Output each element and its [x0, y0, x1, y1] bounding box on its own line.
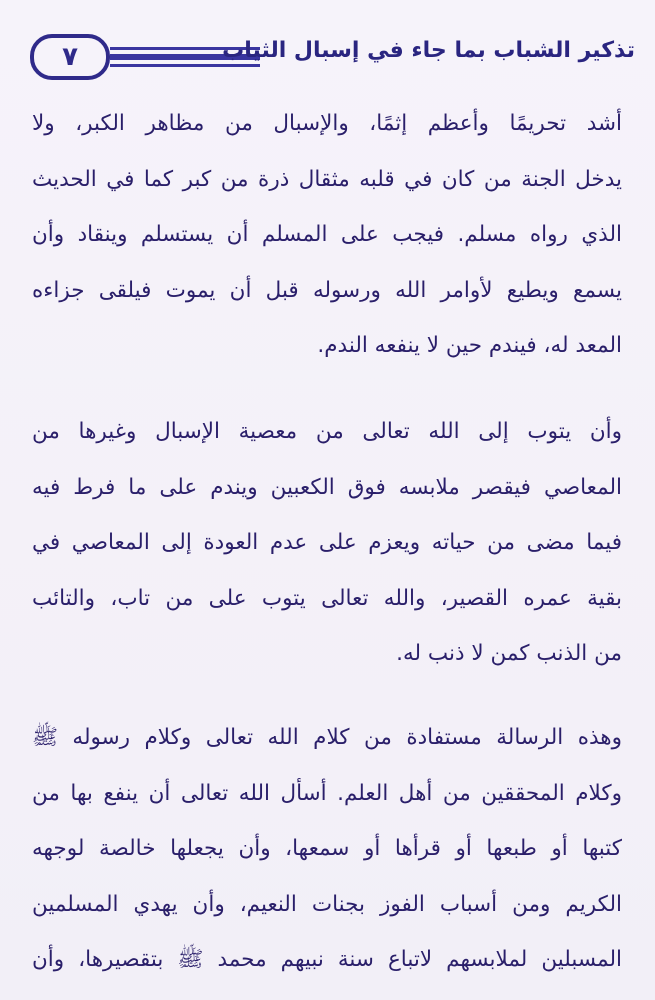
text-line: وكلام المحققين من أهل العلم. أسأل الله تعالى أن ينفع بها من	[32, 780, 622, 806]
text-line: كتبها أو طبعها أو قرأها أو سمعها، وأن يجعلها خالصة لوجهه	[32, 836, 622, 861]
text-line: المعد له، فيندم حين لا ينفعه الندم.	[317, 333, 622, 358]
text-line: من الذنب كمن لا ذنب له.	[396, 641, 622, 666]
running-title: تذكير الشباب بما جاء في إسبال الثياب	[222, 38, 635, 63]
text-line: المسبلين لملابسهم لاتباع سنة نبيهم محمد ﷺ بتقصيرها، وأن	[32, 947, 622, 972]
text-line: وأن يتوب إلى الله تعالى من معصية الإسبال وغيرها من	[32, 419, 622, 444]
page-header	[30, 30, 635, 90]
page-number-frame	[30, 34, 110, 80]
text-line: أشد تحريمًا وأعظم إثمًا، والإسبال من مظاهر الكبر، ولا	[32, 111, 622, 136]
text-line: الذي رواه مسلم. فيجب على المسلم أن يستسلم وينقاد وأن	[32, 222, 622, 247]
text-line: وهذه الرسالة مستفادة من كلام الله تعالى وكلام رسوله ﷺ	[32, 725, 622, 750]
text-line: فيما مضى من حياته ويعزم على عدم العودة إلى المعاصي في	[32, 530, 622, 555]
text-line: يدخل الجنة من كان في قلبه مثقال ذرة من كبر كما في الحديث	[32, 166, 622, 192]
page-number: ٧	[62, 42, 78, 72]
paragraph	[32, 96, 622, 374]
paragraph	[32, 404, 622, 682]
text-line: يسمع ويطيع لأوامر الله ورسوله قبل أن يموت فيلقى جزاءه	[32, 277, 622, 303]
paragraph	[32, 710, 622, 988]
text-line: الكريم ومن أسباب الفوز بجنات النعيم، وأن يهدي المسلمين	[32, 891, 622, 917]
header-rule	[110, 64, 260, 67]
text-line: المعاصي فيقصر ملابسه فوق الكعبين ويندم على ما فرط فيه	[32, 474, 622, 500]
text-line: بقية عمره القصير، والله تعالى يتوب على من تاب، والتائب	[32, 585, 622, 611]
